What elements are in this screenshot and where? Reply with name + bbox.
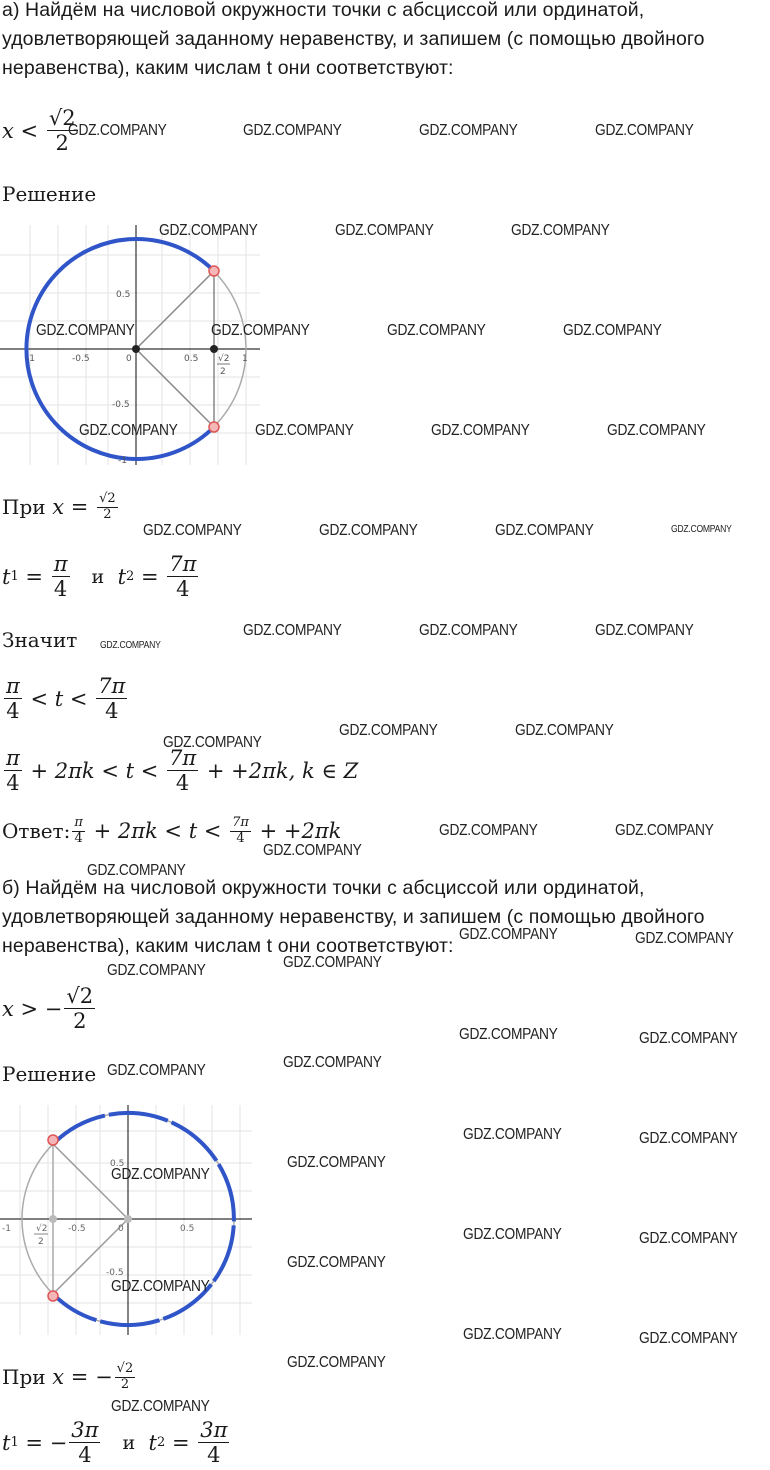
part-a-tick-y-0: 0.5: [116, 290, 131, 300]
watermark: GDZ.COMPANY: [107, 1062, 206, 1079]
part-b-tick-x-1: -0.5: [68, 1224, 86, 1234]
part-a-point-label-num: √2: [218, 354, 230, 364]
part-a-tick-y-2: -1: [118, 456, 127, 465]
part-b-point-label-den: 2: [38, 1237, 44, 1247]
part-b-tick-x-2: 0: [118, 1224, 124, 1234]
part-a-tick-y-1: -0.5: [112, 400, 130, 410]
part-a-tick-x-2: 0: [126, 354, 132, 364]
watermark: GDZ.COMPANY: [607, 422, 706, 439]
watermark: GDZ.COMPANY: [107, 962, 206, 979]
part-b-tick-x-0: -1: [2, 1224, 11, 1234]
watermark: GDZ.COMPANY: [143, 522, 242, 539]
watermark: GDZ.COMPANY: [36, 322, 135, 339]
part-a-point-lower: [209, 422, 219, 432]
watermark: GDZ.COMPANY: [387, 322, 486, 339]
watermark: GDZ.COMPANY: [635, 930, 734, 947]
watermark: GDZ.COMPANY: [495, 522, 594, 539]
part-b-inequality: x > − $\frac{√2}{2}$: [2, 984, 94, 1034]
part-b-point-lower: [48, 1291, 58, 1301]
part-a-tick-x-4: 1: [242, 354, 248, 364]
watermark: GDZ.COMPANY: [459, 1026, 558, 1043]
watermark: GDZ.COMPANY: [68, 122, 167, 139]
part-a-at-x: При x = $\frac{√2}{2}$: [2, 491, 116, 522]
part-a-inequality: x < $\frac{√2}{2}$: [2, 106, 76, 156]
watermark: GDZ.COMPANY: [639, 1030, 738, 1047]
watermark: GDZ.COMPANY: [319, 522, 418, 539]
watermark: GDZ.COMPANY: [100, 640, 161, 651]
watermark: GDZ.COMPANY: [335, 222, 434, 239]
part-a-tick-x-0: -1: [26, 354, 35, 364]
watermark: GDZ.COMPANY: [595, 122, 694, 139]
part-b-unit-circle-svg: [0, 1105, 252, 1335]
watermark: GDZ.COMPANY: [515, 722, 614, 739]
part-b-tick-x-3: 0.5: [180, 1224, 195, 1234]
part-b-solution-label: Решение: [2, 1062, 97, 1086]
part-b-point-label-num: √2: [36, 1224, 48, 1234]
watermark: GDZ.COMPANY: [463, 1226, 562, 1243]
watermark: GDZ.COMPANY: [639, 1130, 738, 1147]
part-b-point-upper: [48, 1135, 58, 1145]
watermark: GDZ.COMPANY: [287, 1354, 386, 1371]
watermark: GDZ.COMPANY: [283, 1054, 382, 1071]
watermark: GDZ.COMPANY: [211, 322, 310, 339]
part-a-intro: а) Найдём на числовой окружности точки с абсциссой или ординатой, удовлетворяющей заданному неравенству, и запишем (с помощью двойного неравенства), каким числам t они соответствуют:: [2, 0, 705, 79]
watermark: GDZ.COMPANY: [511, 222, 610, 239]
part-a-inequality-2: $\frac{\pi}{4}$ + 2πk < t < $\frac{7\pi}{4}$ + +2πk, k ∈ Z: [6, 746, 359, 796]
watermark: GDZ.COMPANY: [639, 1330, 738, 1347]
part-b-tick-y-1: -0.5: [106, 1268, 124, 1278]
part-a-answer: Ответ: $\frac{\pi}{4}$ + 2πk < t < $\frac{7\pi}{4}$ + +2πk: [2, 815, 342, 846]
watermark: GDZ.COMPANY: [463, 1326, 562, 1343]
watermark: GDZ.COMPANY: [615, 822, 714, 839]
watermark: GDZ.COMPANY: [339, 722, 438, 739]
watermark: GDZ.COMPANY: [283, 954, 382, 971]
watermark: GDZ.COMPANY: [287, 1254, 386, 1271]
part-a-t-values: t 1 = $\frac{\pi}{4}$ и t 2 = $\frac{7\pi}{4}$: [2, 552, 197, 602]
watermark: GDZ.COMPANY: [163, 734, 262, 751]
watermark: GDZ.COMPANY: [439, 822, 538, 839]
watermark: GDZ.COMPANY: [243, 122, 342, 139]
watermark: GDZ.COMPANY: [111, 1398, 210, 1415]
watermark: GDZ.COMPANY: [671, 524, 732, 535]
part-b-unit-circle-figure: [0, 1105, 252, 1335]
part-a-tick-x-1: -0.5: [72, 354, 90, 364]
part-a-point-label-den: 2: [220, 367, 226, 377]
watermark: GDZ.COMPANY: [431, 422, 530, 439]
watermark: GDZ.COMPANY: [463, 1126, 562, 1143]
watermark: GDZ.COMPANY: [459, 926, 558, 943]
watermark: GDZ.COMPANY: [595, 622, 694, 639]
part-a-point-upper: [209, 266, 219, 276]
watermark: GDZ.COMPANY: [263, 842, 362, 859]
part-b-intro: б) Найдём на числовой окружности точки с абсциссой или ординатой, удовлетворяющей заданному неравенству, и запишем (с помощью двойного неравенства), каким числам t они соответствуют:: [2, 877, 705, 957]
part-a-tick-x-3: 0.5: [184, 354, 199, 364]
watermark: GDZ.COMPANY: [563, 322, 662, 339]
watermark: GDZ.COMPANY: [243, 622, 342, 639]
part-a-hence-label: Значит: [2, 628, 78, 652]
watermark: GDZ.COMPANY: [639, 1230, 738, 1247]
part-a-inequality-1: $\frac{\pi}{4}$ < t < $\frac{7\pi}{4}$: [6, 674, 126, 724]
watermark: GDZ.COMPANY: [419, 622, 518, 639]
part-b-tick-y-0: 0.5: [110, 1159, 125, 1169]
watermark: GDZ.COMPANY: [111, 1278, 210, 1295]
watermark: GDZ.COMPANY: [287, 1154, 386, 1171]
watermark: GDZ.COMPANY: [111, 1166, 210, 1183]
part-a-solution-label: Решение: [2, 182, 97, 206]
watermark: GDZ.COMPANY: [79, 422, 178, 439]
watermark: GDZ.COMPANY: [419, 122, 518, 139]
watermark: GDZ.COMPANY: [159, 222, 258, 239]
part-b-at-x: При x = − $\frac{√2}{2}$: [2, 1361, 134, 1392]
watermark: GDZ.COMPANY: [255, 422, 354, 439]
part-b-t-values: t 1 = − $\frac{3\pi}{4}$ и t 2 = $\frac{3\pi}{4}$: [2, 1418, 228, 1468]
watermark: GDZ.COMPANY: [87, 862, 186, 879]
